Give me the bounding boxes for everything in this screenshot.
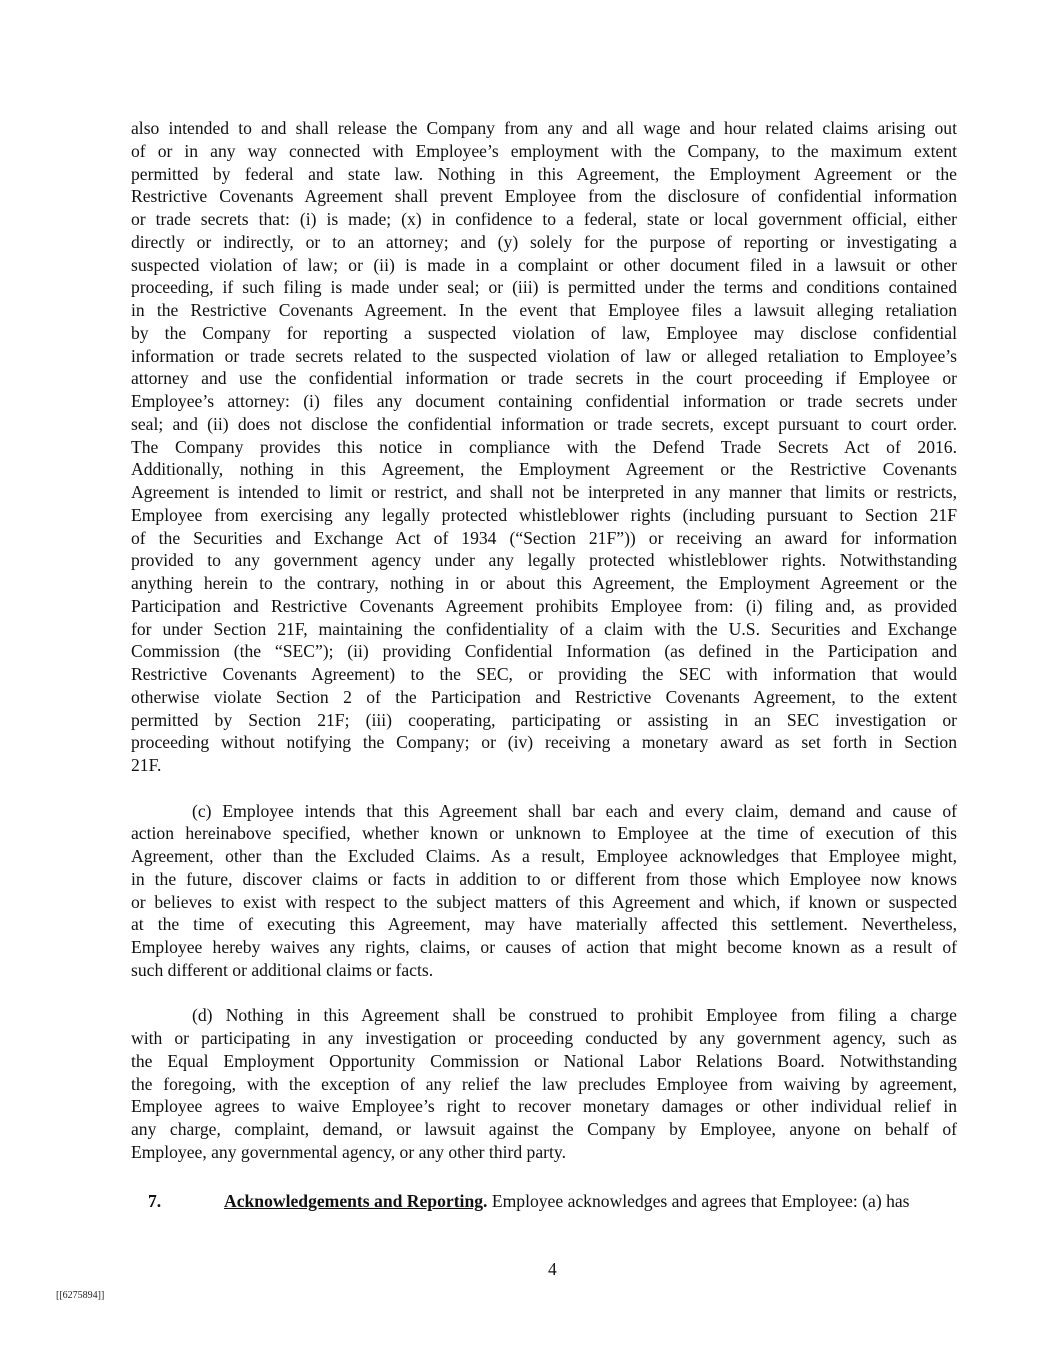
text-line: The Company provides this notice in compliance with the Defend Trade Secrets Act of 2016.: [131, 436, 957, 457]
section-title-punct: .: [483, 1191, 488, 1211]
text-line: attorney and use the confidential information or trade secrets in the court proceeding if Employee or: [131, 368, 957, 389]
text-line: with or participating in any investigation or proceeding conducted by any government agency, such as: [131, 1028, 957, 1048]
text-line: Restrictive Covenants Agreement) to the SEC, or providing the SEC with information that would: [131, 664, 957, 684]
text-line: (d) Nothing in this Agreement shall be construed to prohibit Employee from filing a charge: [192, 1005, 957, 1026]
text-line: otherwise violate Section 2 of the Participation and Restrictive Covenants Agreement, to the extent: [131, 686, 957, 707]
text-line: or believes to exist with respect to the subject matters of this Agreement and which, if known or suspected: [131, 891, 957, 912]
text-line: at the time of executing this Agreement, may have materially affected this settlement. Nevertheless,: [131, 914, 957, 935]
text-line: in the future, discover claims or facts in addition to or different from those which Employee now knows: [131, 868, 957, 889]
text-line: proceeding without notifying the Company; or (iv) receiving a monetary award as set forth in Section: [131, 732, 957, 753]
text-line: (c) Employee intends that this Agreement shall bar each and every claim, demand and cause of: [192, 800, 957, 821]
text-line: such different or additional claims or facts.: [131, 959, 434, 980]
text-line: anything herein to the contrary, nothing in or about this Agreement, the Employment Agreement or the: [131, 573, 957, 593]
text-line: or trade secrets that: (i) is made; (x) in confidence to a federal, state or local government official, either: [131, 209, 957, 229]
section-7-heading: [148, 1190, 988, 1213]
text-line: permitted by Section 21F; (iii) cooperating, participating or assisting in an SEC investigation or: [131, 709, 957, 730]
text-line: also intended to and shall release the Company from any and all wage and hour related claims arising out: [131, 118, 957, 138]
text-line: proceeding, if such filing is made under seal; or (iii) is permitted under the terms and conditions contained: [131, 277, 957, 298]
text-line: of the Securities and Exchange Act of 1934 (“Section 21F”)) or receiving an award for information: [131, 527, 957, 548]
text-line: Employee’s attorney: (i) files any document containing confidential information or trade secrets under: [131, 391, 957, 411]
text-line: Agreement, other than the Excluded Claims. As a result, Employee acknowledges that Employee might,: [131, 846, 957, 866]
text-line: of or in any way connected with Employee’s employment with the Company, to the maximum extent: [131, 140, 957, 161]
section-number: 7.: [148, 1191, 162, 1211]
text-line: Employee agrees to waive Employee’s right to recover monetary damages or other individual relief in: [131, 1096, 957, 1117]
text-line: seal; and (ii) does not disclose the confidential information or trade secrets, except pursuant to court order.: [131, 413, 957, 434]
paragraph-gap: [131, 777, 957, 800]
section-text: Employee acknowledges and agrees that Employee: (a) has: [487, 1191, 910, 1211]
text-line: Employee hereby waives any rights, claims, or causes of action that might become known as a result of: [131, 937, 957, 957]
page-number: 4: [548, 1259, 557, 1279]
paragraph-gap: [131, 982, 957, 1005]
text-line: Commission (the “SEC”); (ii) providing Confidential Information (as defined in the Participation and: [131, 641, 957, 662]
text-line: the Equal Employment Opportunity Commission or National Labor Relations Board. Notwithstanding: [131, 1050, 957, 1071]
text-line: in the Restrictive Covenants Agreement. In the event that Employee files a lawsuit alleging retaliation: [131, 300, 957, 320]
text-line: by the Company for reporting a suspected violation of law, Employee may disclose confidential: [131, 322, 957, 343]
text-line: provided to any government agency under any legally protected whistleblower rights. Notwithstanding: [131, 550, 957, 571]
paragraph-c: [131, 800, 957, 982]
text-line: the foregoing, with the exception of any relief the law precludes Employee from waiving by agreement,: [131, 1073, 957, 1094]
paragraph-d: [131, 1004, 957, 1163]
text-line: directly or indirectly, or to an attorney; and (y) solely for the purpose of reporting or investigating a: [131, 231, 957, 252]
paragraph-continued: [131, 117, 957, 777]
text-line: for under Section 21F, maintaining the confidentiality of a claim with the U.S. Securities and Exchange: [131, 618, 957, 639]
text-line: information or trade secrets related to the suspected violation of law or alleged retaliation to Employee’s: [131, 345, 957, 366]
text-line: Participation and Restrictive Covenants Agreement prohibits Employee from: (i) filing and, as provided: [131, 595, 957, 616]
document-body: [131, 117, 957, 1164]
text-line: Additionally, nothing in this Agreement, the Employment Agreement or the Restrictive Covenants: [131, 459, 957, 480]
document-id: [[6275894]]: [56, 1290, 105, 1301]
text-line: Employee, any governmental agency, or any other third party.: [131, 1141, 566, 1162]
text-line: suspected violation of law; or (ii) is made in a complaint or other document filed in a lawsuit or other: [131, 254, 957, 275]
text-line: Employee from exercising any legally protected whistleblower rights (including pursuant to Section 21F: [131, 504, 957, 525]
text-line: Restrictive Covenants Agreement shall prevent Employee from the disclosure of confidential information: [131, 186, 957, 207]
section-title: Acknowledgements and Reporting: [224, 1191, 484, 1211]
text-line: Agreement is intended to limit or restrict, and shall not be interpreted in any manner that limits or restricts,: [131, 482, 957, 502]
text-line: action hereinabove specified, whether known or unknown to Employee at the time of execution of this: [131, 823, 957, 844]
text-line: any charge, complaint, demand, or lawsuit against the Company by Employee, anyone on behalf of: [131, 1119, 957, 1139]
text-line: permitted by federal and state law. Nothing in this Agreement, the Employment Agreement or the: [131, 163, 957, 184]
text-line: 21F.: [131, 755, 162, 775]
